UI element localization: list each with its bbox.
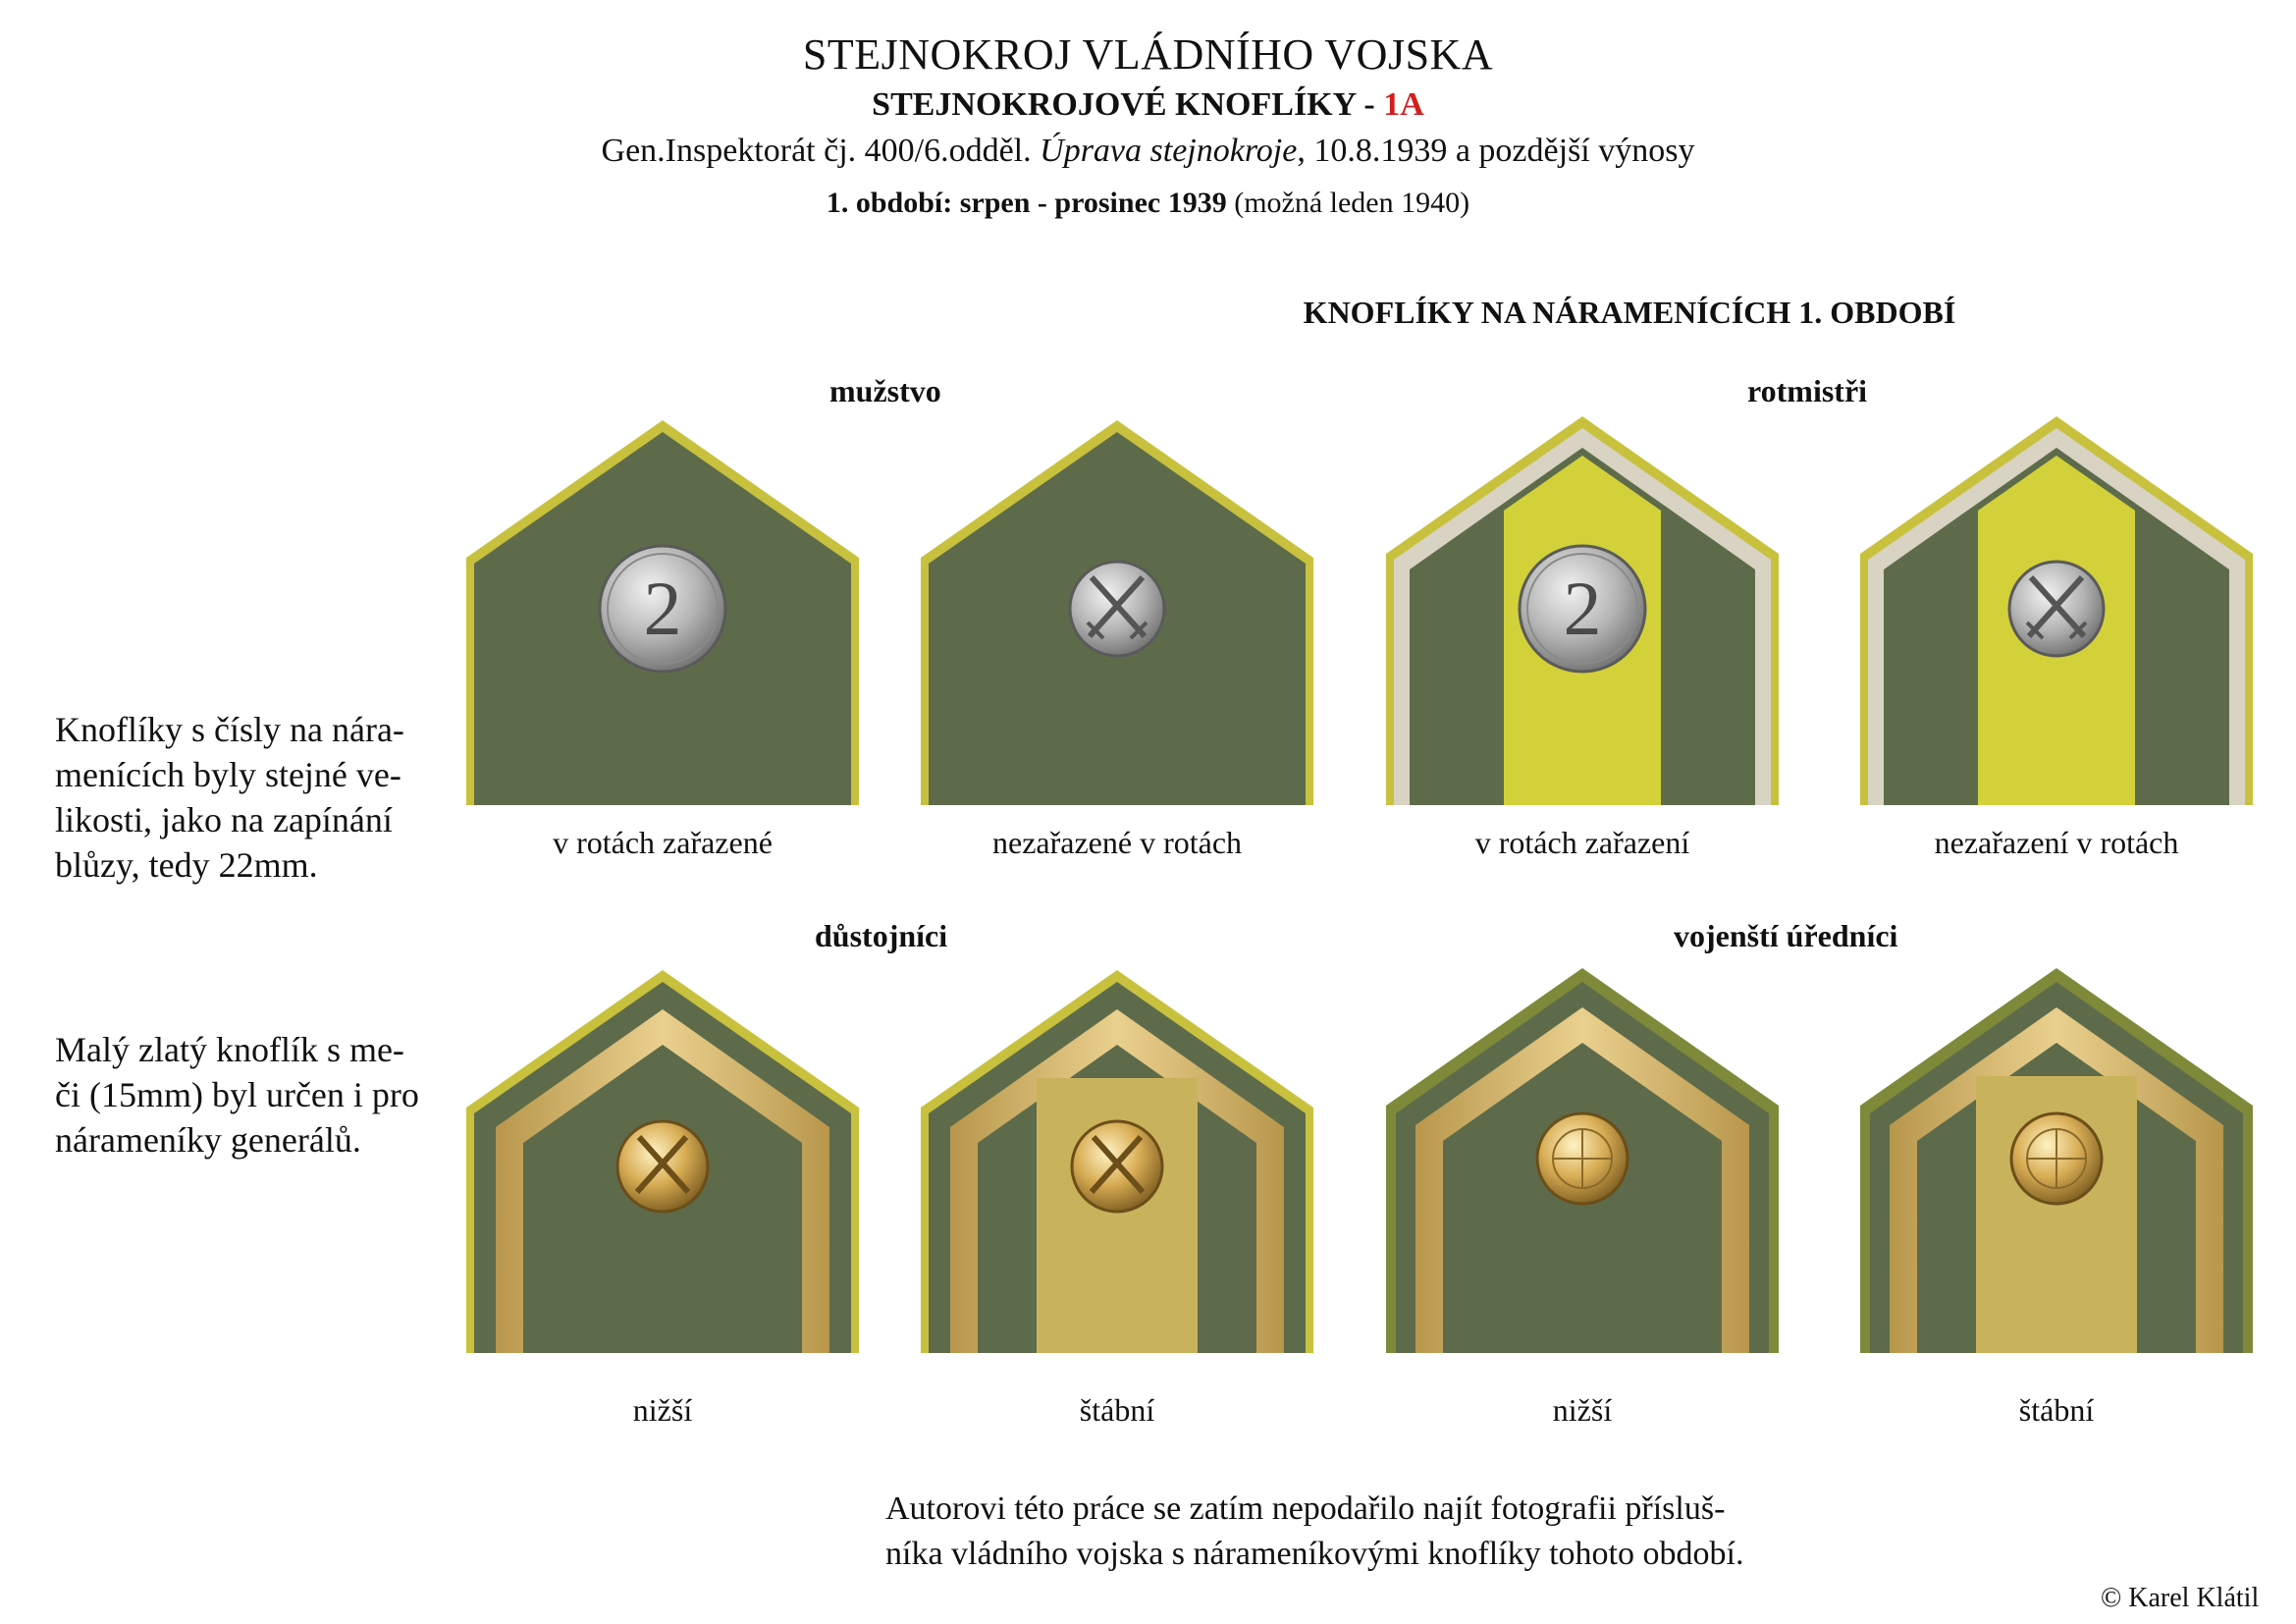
section-title: KNOFLÍKY NA NÁRAMENÍCÍCH 1. OBDOBÍ <box>1303 295 1956 330</box>
note-gold-button <box>55 1027 467 1163</box>
strap-rotmistri-1 <box>1386 416 1779 805</box>
note-line: nárameníky generálů. <box>55 1120 361 1160</box>
ref-italic: Úprava stejnokroje <box>1040 133 1298 169</box>
gold-ribbed-button-icon <box>2011 1113 2102 1204</box>
copyright <box>2101 1583 2259 1614</box>
subtitle-code: 1A <box>1383 86 1424 123</box>
strap-urednici-1 <box>1386 968 1779 1353</box>
caption-strap-7: nižší <box>1552 1392 1613 1428</box>
reference-line <box>0 133 2296 170</box>
numeral-2-button-icon <box>600 546 725 672</box>
period-normal: (možná leden 1940) <box>1226 187 1470 219</box>
caption-strap-5: nižší <box>632 1392 693 1428</box>
note-line: níka vládního vojska s nárameníkovými knoflíky tohoto období. <box>885 1536 1744 1572</box>
group-muzstvo: mužstvo <box>829 373 941 408</box>
note-line: Knoflíky s čísly na nára- <box>55 710 404 749</box>
note-line: Malý zlatý knoflík s me- <box>55 1030 404 1069</box>
note-line: likosti, jako na zapínání <box>55 800 393 839</box>
ref-prefix: Gen.Inspektorát čj. 400/6.odděl. <box>601 133 1032 169</box>
note-line: či (15mm) byl určen i pro <box>55 1075 419 1114</box>
crossed-swords-button-icon <box>1070 562 1164 656</box>
button-numeral: 2 <box>643 566 682 651</box>
note-line: blůzy, tedy 22mm. <box>55 845 318 885</box>
strap-urednici-2 <box>1860 968 2253 1353</box>
group-urednici: vojenští úředníci <box>1674 918 1898 953</box>
gold-ribbed-button-icon <box>1537 1113 1628 1204</box>
note-line: Autorovi této práce se zatím nepodařilo najít fotografii přísluš- <box>885 1490 1726 1527</box>
note-line: menících byly stejné ve- <box>55 755 401 794</box>
copyright-icon: © <box>2101 1583 2122 1613</box>
period-bold: 1. období: srpen - prosinec 1939 <box>826 187 1227 219</box>
note-numbered-buttons <box>55 707 467 888</box>
ref-suffix: , 10.8.1939 a pozdější výnosy <box>1297 133 1695 169</box>
note-bottom <box>885 1487 1867 1577</box>
subtitle-text: STEJNOKROJOVÉ KNOFLÍKY - <box>872 86 1375 123</box>
caption-strap-3: v rotách zařazení <box>1474 825 1690 860</box>
group-dustojnici: důstojníci <box>815 918 948 953</box>
gold-crossed-swords-button-icon <box>1072 1121 1162 1212</box>
caption-strap-1: v rotách zařazené <box>553 825 773 860</box>
strap-dustojnici-2 <box>921 970 1313 1353</box>
period-line <box>0 187 2296 220</box>
caption-strap-4: nezařazení v rotách <box>1934 825 2179 860</box>
crossed-swords-button-icon <box>2009 562 2104 656</box>
page-subtitle <box>0 86 2296 124</box>
numeral-2-button-icon <box>1520 546 1645 672</box>
caption-strap-6: štábní <box>1079 1392 1155 1428</box>
copyright-author: Karel Klátil <box>2128 1583 2260 1613</box>
strap-dustojnici-1 <box>466 970 859 1353</box>
caption-strap-8: štábní <box>2018 1392 2095 1428</box>
strap-muzstvo-2 <box>921 420 1313 805</box>
strap-muzstvo-1 <box>466 420 859 805</box>
gold-crossed-swords-button-icon <box>617 1121 708 1212</box>
caption-strap-2: nezařazené v rotách <box>991 825 1243 860</box>
strap-rotmistri-2 <box>1860 416 2253 805</box>
group-rotmistri: rotmistři <box>1747 373 1868 408</box>
button-numeral: 2 <box>1563 566 1602 651</box>
page-title: STEJNOKROJ VLÁDNÍHO VOJSKA <box>802 30 1494 79</box>
